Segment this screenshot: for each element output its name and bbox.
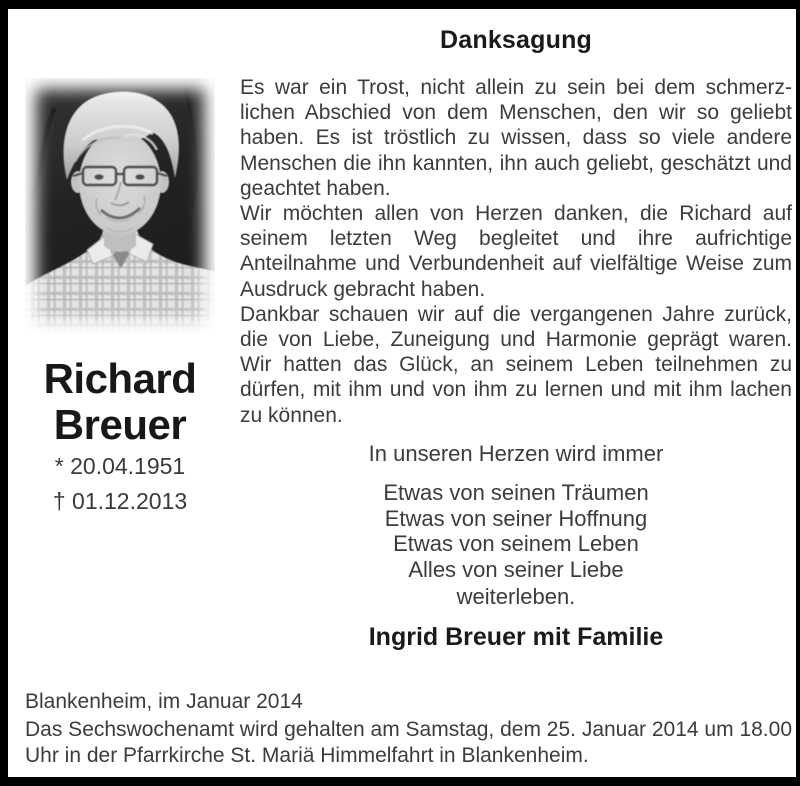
thanks-text: [240, 75, 792, 428]
verse-line-3: Etwas von seinem Leben: [393, 531, 639, 557]
place-and-date: Blankenheim, im Januar 2014: [25, 690, 303, 713]
verse-line-1: Etwas von seinen Träumen: [383, 480, 649, 505]
verse-lines: [240, 480, 792, 583]
birth-date: * 20.04.1951: [54, 453, 186, 479]
notice-title: Danksagung: [439, 26, 593, 54]
thanks-paragraph-3: Dankbar schauen wir auf die vergangenen Jahre zurück, die von Liebe, Zuneigung und Harmonie geprägt waren. Wir hatten das Glück, an seinem Leben teilnehmen zu dürfen, mit ihm und von ihm zu lernen und mit ihm lachen zu können.: [240, 302, 792, 427]
verse-intro: In unseren Herzen wird immer: [368, 441, 664, 466]
portrait-photo: [25, 78, 215, 332]
deceased-name: [25, 356, 215, 448]
deceased-last-name: Breuer: [53, 401, 187, 448]
verse-line-4: Alles von seiner Liebe: [408, 557, 624, 583]
service-announcement: Das Sechswochenamt wird gehalten am Samstag, dem 25. Januar 2014 um 18.00 Uhr in der Pfarrkirche St. Mariä Himmelfahrt in Blankenheim.: [25, 718, 792, 767]
death-date: † 01.12.2013: [52, 488, 188, 514]
verse-outro: weiterleben.: [456, 584, 576, 609]
verse-line-2: Etwas von seiner Hoffnung: [384, 505, 648, 531]
portrait-illustration: [25, 78, 215, 332]
life-dates: [25, 449, 215, 519]
deceased-first-name: Richard: [43, 355, 197, 402]
thanks-paragraph-2: Wir möchten allen von Herzen danken, die Richard auf seinem letzten Weg begleitet und ihre aufrichtige Anteilnahme und Verbundenheit auf vielfältige Weise zum Ausdruck gebracht haben.: [240, 202, 792, 301]
thanks-paragraph-1: Es war ein Trost, nicht allein zu sein bei dem schmerzlichen Abschied von dem Menschen, den wir so geliebt haben. Es ist tröstlich zu wissen, dass so viele andere Menschen die ihn kannten, ihn auch geliebt, geschätzt und geachtet haben.: [240, 76, 792, 200]
family-signature: Ingrid Breuer mit Familie: [368, 623, 664, 651]
